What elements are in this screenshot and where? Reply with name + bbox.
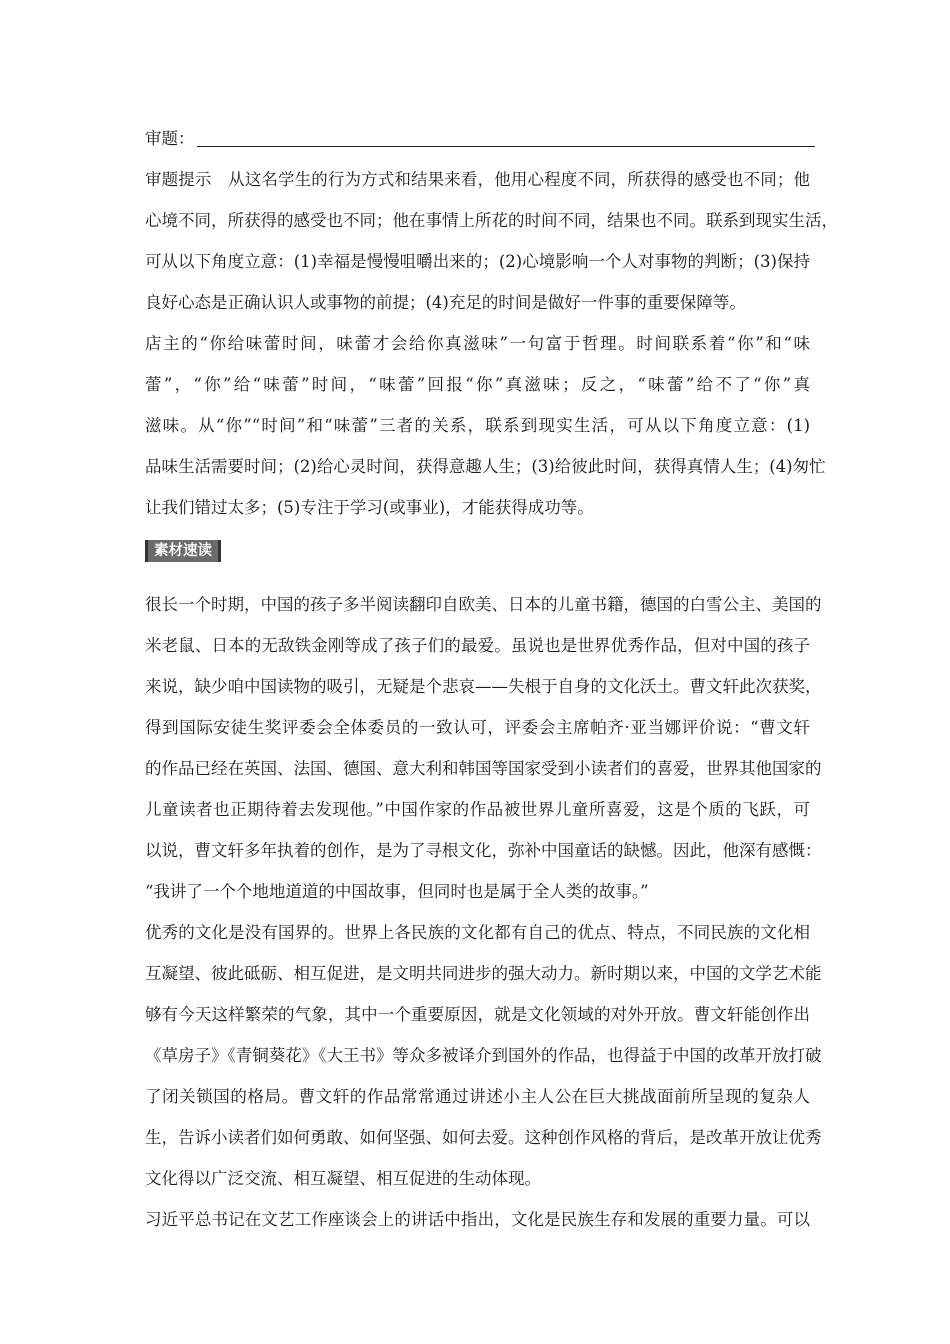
shenti-label: 审题： xyxy=(145,129,195,148)
paragraph-line: 审题提示 从这名学生的行为方式和结果来看，他用心程度不同，所获得的感受也不同；他 xyxy=(145,170,810,189)
paragraph-line: 文化得以广泛交流、相互凝望、相互促进的生动体现。 xyxy=(145,1169,541,1188)
shop-paragraph xyxy=(145,323,826,528)
paragraph-line: 可从以下角度立意：(1)幸福是慢慢咀嚼出来的；(2)心境影响一个人对事物的判断；(3)保持 xyxy=(145,252,810,271)
material-paragraph-3 xyxy=(145,1199,810,1240)
paragraph-line: 来说，缺少咱中国读物的吸引，无疑是个悲哀——失根于自身的文化沃土。曹文轩此次获奖， xyxy=(145,677,822,696)
material-paragraph-2 xyxy=(145,912,822,1199)
section-header xyxy=(145,528,810,584)
paragraph-line: 蕾”，“你”给“味蕾”时间，“味蕾”回报“你”真滋味；反之，“味蕾”给不了“你”真 xyxy=(145,375,810,394)
paragraph-line: 互凝望、彼此砥砺、相互促进，是文明共同进步的强大动力。新时期以来，中国的文学艺术能 xyxy=(145,964,822,983)
paragraph-line: 习近平总书记在文艺工作座谈会上的讲话中指出，文化是民族生存和发展的重要力量。可以 xyxy=(145,1210,810,1229)
paragraph-line: 的作品已经在英国、法国、德国、意大利和韩国等国家受到小读者们的喜爱，世界其他国家的 xyxy=(145,759,822,778)
paragraph-line: 米老鼠、日本的无敌铁金刚等成了孩子们的最爱。虽说也是世界优秀作品，但对中国的孩子 xyxy=(145,636,810,655)
paragraph-line: 心境不同，所获得的感受也不同；他在事情上所花的时间不同，结果也不同。联系到现实生活， xyxy=(145,211,838,230)
section-tag: 素材速读 xyxy=(145,540,221,562)
material-paragraph-1 xyxy=(145,584,822,912)
paragraph-line: 以说，曹文轩多年执着的创作，是为了寻根文化，弥补中国童话的缺憾。因此，他深有感慨： xyxy=(145,841,822,860)
paragraph-line: 良好心态是正确认识人或事物的前提；(4)充足的时间是做好一件事的重要保障等。 xyxy=(145,293,746,312)
document-page xyxy=(145,118,838,1240)
shenti-answer-blank[interactable] xyxy=(197,146,815,147)
paragraph-line: “我讲了一个个地地道道的中国故事，但同时也是属于全人类的故事。” xyxy=(145,882,649,901)
paragraph-line: 够有今天这样繁荣的气象，其中一个重要原因，就是文化领域的对外开放。曹文轩能创作出 xyxy=(145,1005,810,1024)
paragraph-line: 儿童读者也正期待着去发现他。”中国作家的作品被世界儿童所喜爱，这是个质的飞跃，可 xyxy=(145,800,810,819)
paragraph-line: 生，告诉小读者们如何勇敢、如何坚强、如何去爱。这种创作风格的背后，是改革开放让优秀 xyxy=(145,1128,822,1147)
paragraph-line: 让我们错过太多；(5)专注于学习(或事业)，才能获得成功等。 xyxy=(145,498,594,517)
tips-paragraph xyxy=(145,159,838,323)
paragraph-line: 店主的“你给味蕾时间，味蕾才会给你真滋味”一句富于哲理。时间联系着“你”和“味 xyxy=(145,334,810,353)
paragraph-line: 了闭关锁国的格局。曹文轩的作品常常通过讲述小主人公在巨大挑战面前所呈现的复杂人 xyxy=(145,1087,810,1106)
paragraph-line: 滋味。从“你”“时间”和“味蕾”三者的关系，联系到现实生活，可从以下角度立意：(1) xyxy=(145,416,810,435)
paragraph-line: 很长一个时期，中国的孩子多半阅读翻印自欧美、日本的儿童书籍，德国的白雪公主、美国的 xyxy=(145,595,822,614)
paragraph-line: 优秀的文化是没有国界的。世界上各民族的文化都有自己的优点、特点，不同民族的文化相 xyxy=(145,923,810,942)
paragraph-line: 得到国际安徒生奖评委会全体委员的一致认可，评委会主席帕齐·亚当娜评价说：“曹文轩 xyxy=(145,718,810,737)
paragraph-line: 品味生活需要时间；(2)给心灵时间，获得意趣人生；(3)给彼此时间，获得真情人生；(4)匆忙 xyxy=(145,457,826,476)
shenti-row xyxy=(145,118,810,159)
paragraph-line: 《草房子》《青铜葵花》《大王书》等众多被译介到国外的作品，也得益于中国的改革开放打破 xyxy=(145,1046,822,1065)
